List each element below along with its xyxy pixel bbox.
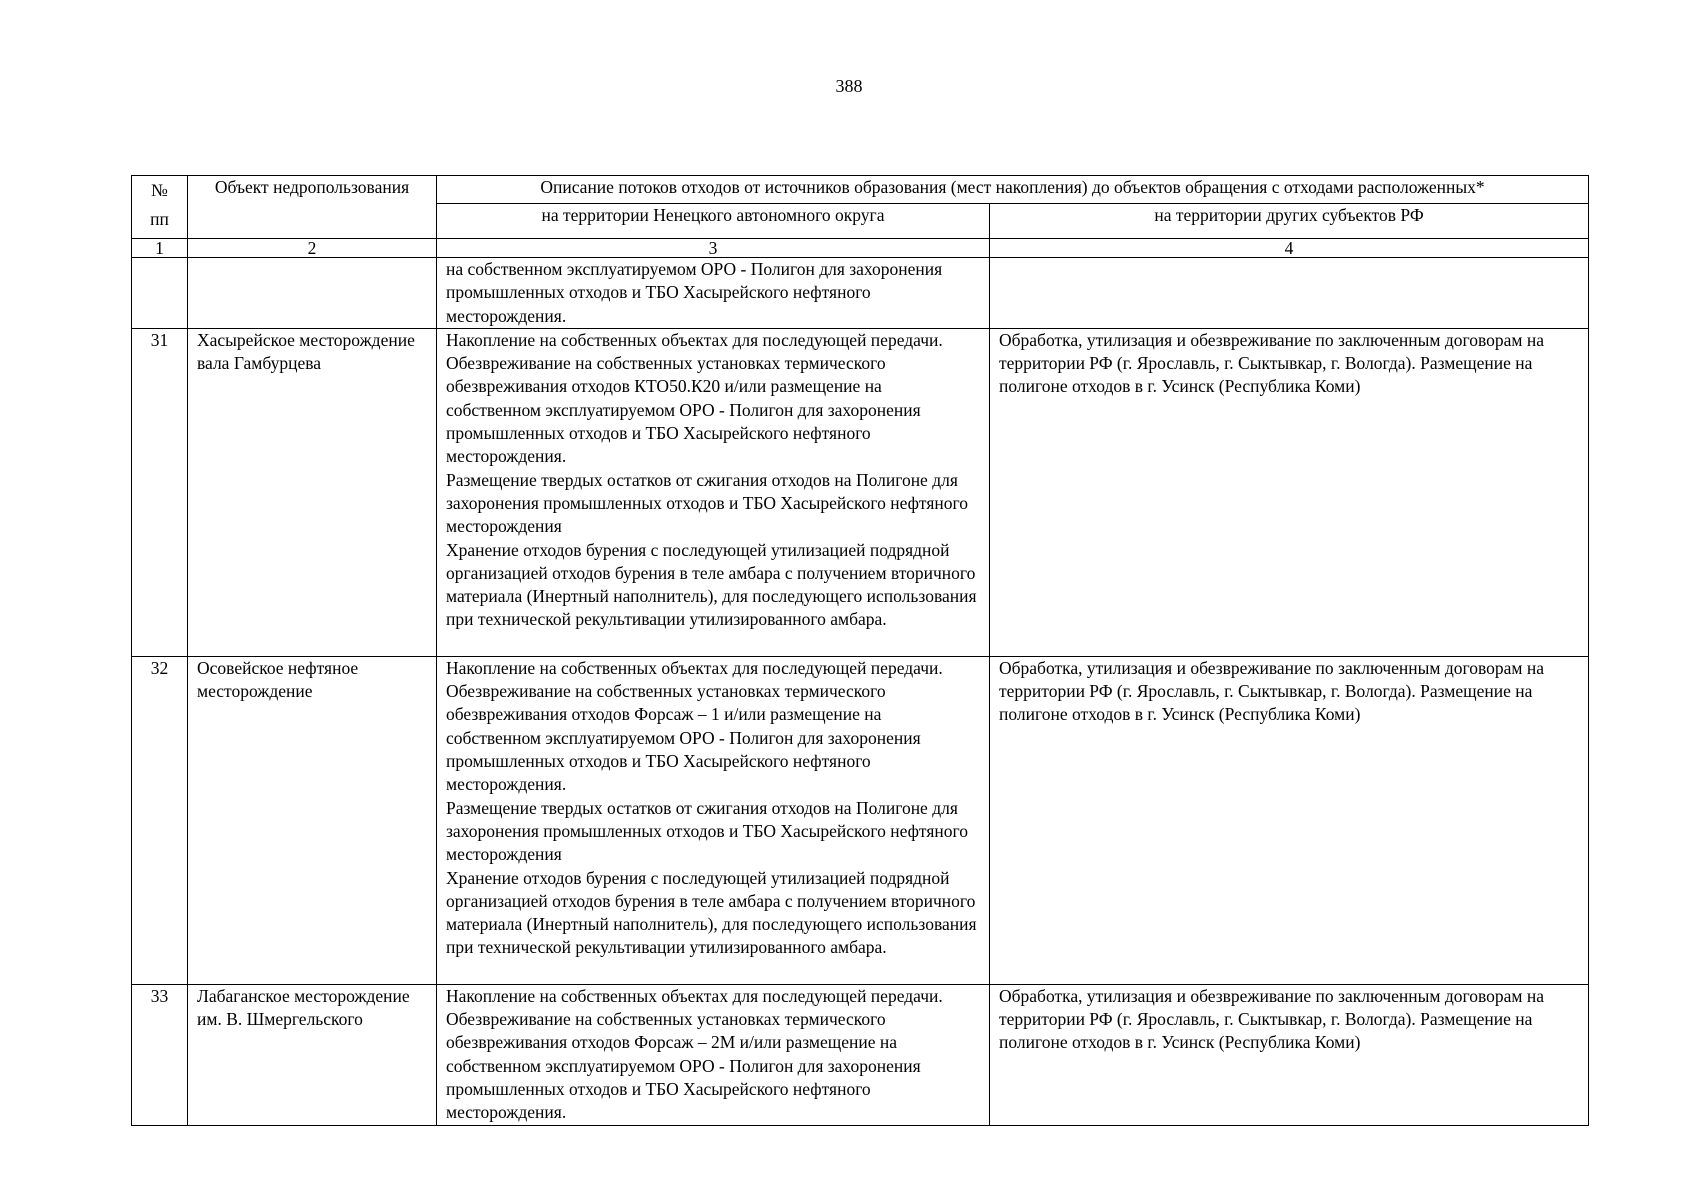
- row-nao-paragraph: Накопление на собственных объектах для последующей передачи. Обезвреживание на собственных установках термического обезвреживания отходов Форсаж – 2М и/или размещение на собственном эксплуатируемом ОРО - Полигон для захоронения промышленных отходов и ТБО Хасырейского нефтяного месторождения.: [446, 985, 943, 1123]
- page-number: 388: [835, 76, 863, 96]
- header-num-symbol: №: [151, 180, 168, 200]
- header-description: Описание потоков отходов от источников образования (мест накопления) до объектов обращения с отходами расположенных*: [437, 176, 1589, 204]
- row-nao-paragraph: Хранение отходов бурения с последующей утилизацией подрядной организацией отходов бурения в теле амбара с получением вторичного материала (Инертный наполнитель), для последующего использования при технической рекультивации утилизированного амбара.: [446, 867, 977, 958]
- header-num-pp: пп: [150, 209, 169, 229]
- column-index: 1: [132, 239, 188, 258]
- row-nao-paragraph: на собственном эксплуатируемом ОРО - Полигон для захоронения промышленных отходов и ТБО Хасырейского нефтяного месторождения.: [446, 259, 943, 326]
- column-index: 3: [437, 239, 990, 258]
- row-nao: [437, 984, 990, 1125]
- table-row: [132, 656, 1589, 984]
- table-header-row-1: [132, 176, 1589, 204]
- row-other: Обработка, утилизация и обезвреживание по заключенным договорам на территории РФ (г. Ярославль, г. Сыктывкар, г. Вологда). Размещение на полигоне отходов в г. Усинск (Республика Коми): [990, 984, 1589, 1125]
- row-other: [990, 258, 1589, 329]
- row-number: 33: [132, 984, 188, 1125]
- row-nao-paragraph: Накопление на собственных объектах для последующей передачи. Обезвреживание на собственных установках термического обезвреживания отходов КТО50.К20 и/или размещение на собственном эксплуатируемом ОРО - Полигон для захоронения промышленных отходов и ТБО Хасырейского нефтяного месторождения.: [446, 329, 943, 467]
- column-index-row: [132, 239, 1589, 258]
- column-index: 2: [188, 239, 437, 258]
- row-nao: [437, 258, 990, 329]
- row-other: Обработка, утилизация и обезвреживание по заключенным договорам на территории РФ (г. Ярославль, г. Сыктывкар, г. Вологда). Размещение на полигоне отходов в г. Усинск (Республика Коми): [990, 328, 1589, 656]
- header-num: [132, 176, 188, 239]
- row-number: [132, 258, 188, 329]
- table-row: [132, 328, 1589, 656]
- row-object: Лабаганское месторождение им. В. Шмергельского: [188, 984, 437, 1125]
- row-nao-paragraph: Хранение отходов бурения с последующей утилизацией подрядной организацией отходов бурения в теле амбара с получением вторичного материала (Инертный наполнитель), для последующего использования при технической рекультивации утилизированного амбара.: [446, 539, 977, 630]
- waste-flow-table: [131, 175, 1589, 1126]
- column-index: 4: [990, 239, 1589, 258]
- header-other: на территории других субъектов РФ: [990, 204, 1589, 239]
- row-object: Хасырейское месторождение вала Гамбурцева: [188, 328, 437, 656]
- row-object: [188, 258, 437, 329]
- row-object: Осовейское нефтяное месторождение: [188, 656, 437, 984]
- row-nao-paragraph: Размещение твердых остатков от сжигания отходов на Полигоне для захоронения промышленных отходов и ТБО Хасырейского нефтяного месторождения: [446, 469, 968, 537]
- header-object: Объект недропользования: [188, 176, 437, 239]
- row-number: 31: [132, 328, 188, 656]
- table-row: [132, 258, 1589, 329]
- row-other: Обработка, утилизация и обезвреживание по заключенным договорам на территории РФ (г. Ярославль, г. Сыктывкар, г. Вологда). Размещение на полигоне отходов в г. Усинск (Республика Коми): [990, 656, 1589, 984]
- row-number: 32: [132, 656, 188, 984]
- row-nao: [437, 328, 990, 656]
- table-row: [132, 984, 1589, 1125]
- header-nao: на территории Ненецкого автономного округа: [437, 204, 990, 239]
- row-nao-paragraph: Размещение твердых остатков от сжигания отходов на Полигоне для захоронения промышленных отходов и ТБО Хасырейского нефтяного месторождения: [446, 797, 968, 865]
- row-nao-paragraph: Накопление на собственных объектах для последующей передачи. Обезвреживание на собственных установках термического обезвреживания отходов Форсаж – 1 и/или размещение на собственном эксплуатируемом ОРО - Полигон для захоронения промышленных отходов и ТБО Хасырейского нефтяного месторождения.: [446, 657, 943, 795]
- row-nao: [437, 656, 990, 984]
